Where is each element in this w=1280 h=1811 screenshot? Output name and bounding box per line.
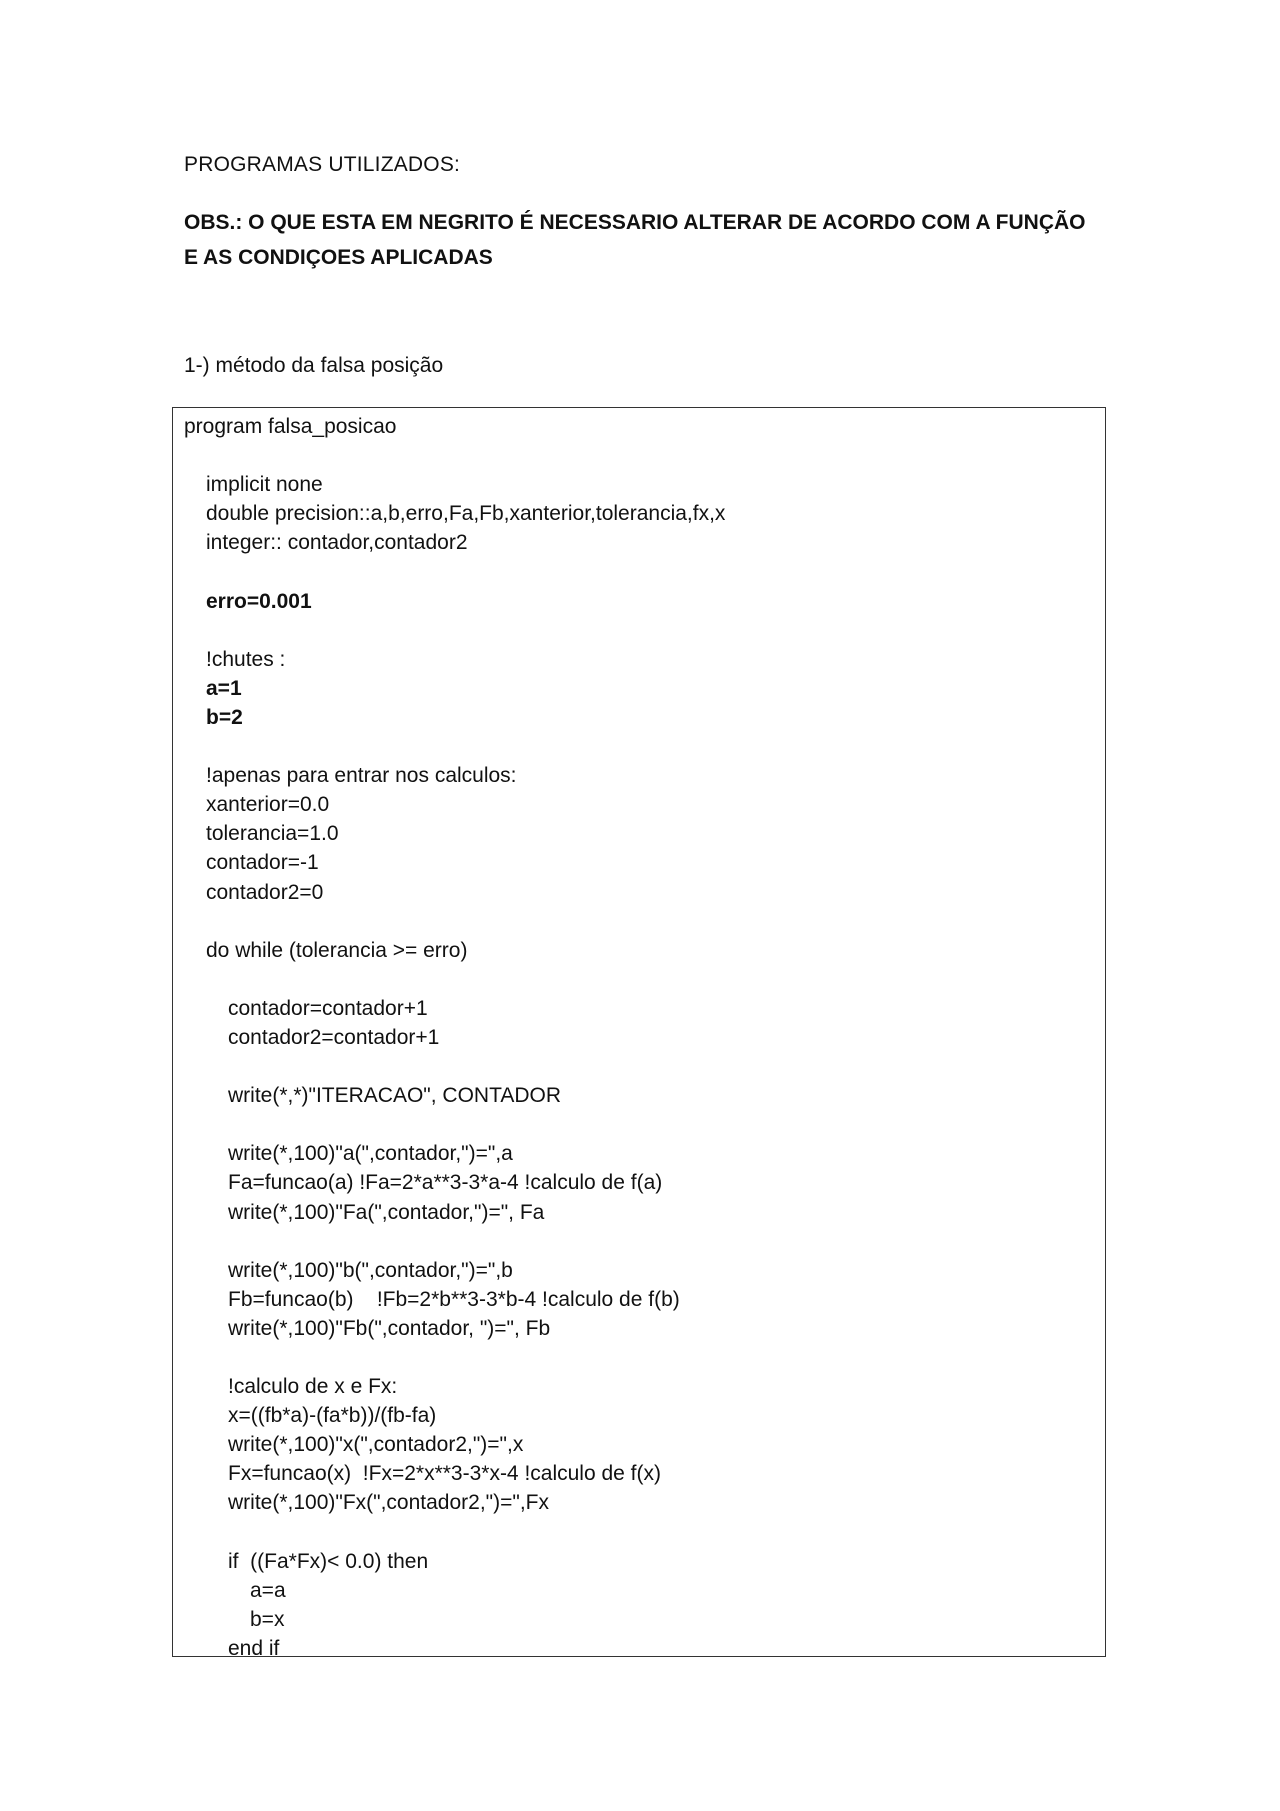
- code-line: program falsa_posicao: [184, 415, 397, 438]
- code-line: if ((Fa*Fx)< 0.0) then: [228, 1549, 429, 1573]
- code-line: [184, 1518, 725, 1547]
- code-line: a=a: [250, 1578, 286, 1602]
- code-line: write(*,100)"b(",contador,")=",b: [228, 1258, 513, 1282]
- code-line: write(*,100)"a(",contador,")=",a: [228, 1142, 513, 1166]
- code-line: [184, 732, 725, 761]
- code-box: [172, 407, 1106, 1657]
- code-line: contador2=0: [206, 880, 324, 904]
- code-line: erro=0.001: [206, 589, 312, 613]
- code-listing: [184, 412, 725, 1657]
- code-line: do while (tolerancia >= erro): [206, 938, 468, 962]
- code-line: end if: [228, 1636, 280, 1657]
- code-line: !calculo de x e Fx:: [228, 1375, 398, 1399]
- code-line: [184, 1110, 725, 1139]
- code-line: !apenas para entrar nos calculos:: [206, 764, 517, 788]
- code-line: contador=contador+1: [228, 996, 428, 1020]
- code-line: [184, 1227, 725, 1256]
- section-title: 1-) método da falsa posição: [184, 354, 444, 377]
- code-line: contador2=contador+1: [228, 1025, 440, 1049]
- document-heading: PROGRAMAS UTILIZADOS:: [184, 153, 461, 176]
- code-line: write(*,100)"x(",contador2,")=",x: [228, 1433, 524, 1457]
- code-line: xanterior=0.0: [206, 793, 330, 817]
- code-line: x=((fb*a)-(fa*b))/(fb-fa): [228, 1404, 437, 1428]
- code-line: Fb=funcao(b) !Fb=2*b**3-3*b-4 !calculo de f(b): [228, 1287, 680, 1311]
- code-line: write(*,100)"Fa(",contador,")=", Fa: [228, 1200, 545, 1224]
- code-line: implicit none: [206, 473, 323, 497]
- observation-note: OBS.: O QUE ESTA EM NEGRITO É NECESSARIO ALTERAR DE ACORDO COM A FUNÇÃO E AS CONDIÇOES APLICADAS: [184, 211, 1086, 269]
- code-line: Fa=funcao(a) !Fa=2*a**3-3*a-4 !calculo de f(a): [228, 1171, 663, 1195]
- code-line: [184, 441, 725, 470]
- code-line: a=1: [206, 676, 242, 700]
- code-line: contador=-1: [206, 851, 319, 875]
- code-line: integer:: contador,contador2: [206, 531, 468, 555]
- code-line: !chutes :: [206, 647, 286, 671]
- code-line: write(*,100)"Fb(",contador, ")=", Fb: [228, 1316, 551, 1340]
- code-line: double precision::a,b,erro,Fa,Fb,xanterior,tolerancia,fx,x: [206, 502, 726, 526]
- code-line: [184, 1052, 725, 1081]
- code-line: write(*,100)"Fx(",contador2,")=",Fx: [228, 1491, 549, 1515]
- code-line: b=2: [206, 705, 243, 729]
- code-line: [184, 907, 725, 936]
- code-line: [184, 616, 725, 645]
- code-line: write(*,*)"ITERACAO", CONTADOR: [228, 1084, 562, 1108]
- code-line: [184, 557, 725, 586]
- code-line: [184, 965, 725, 994]
- code-line: Fx=funcao(x) !Fx=2*x**3-3*x-4 !calculo de f(x): [228, 1462, 662, 1486]
- code-line: [184, 1343, 725, 1372]
- code-line: b=x: [250, 1607, 285, 1631]
- code-line: tolerancia=1.0: [206, 822, 339, 846]
